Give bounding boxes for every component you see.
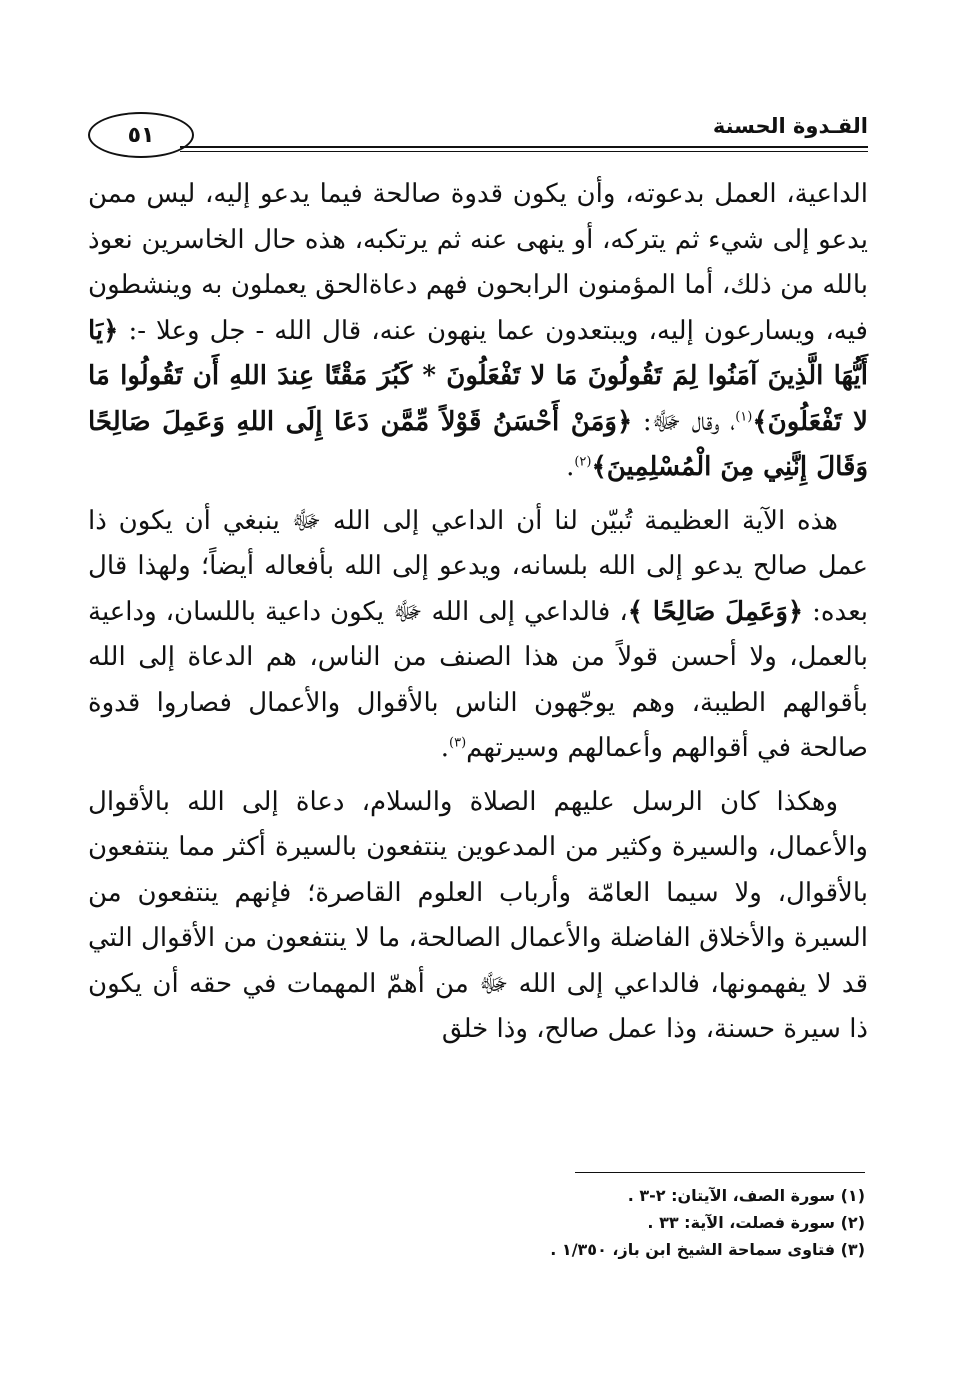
paragraph-gap [88,772,868,780]
main-text [88,172,868,1053]
text-run: . [566,452,575,482]
text-run: وهكذا كان الرسل عليهم الصلاة والسلام، دعاة إلى الله بالأقوال والأعمال، والسيرة وكثير من المدعوين ينتفعون بالسيرة أكثر مما ينتفعون بالأقوال، ولا سيما العامّة وأرباب العلوم القاصرة؛ فإنهم ينتفعون من السيرة والأخلاق الفاضلة والأعمال الصالحة، ما لا ينتفعون من الأقوال التي قد لا يفهمونها، فالداعي إلى الله ﷻ من أهمّ المهمات في حقه أن يكون ذا سيرة حسنة، وذا عمل صالح، وذا خلق [88,786,868,1044]
footnote-reference: (٢) [574,454,592,470]
quran-verse: ﴿يَا أَيُّهَا الَّذِينَ آمَنُوا لِمَ تَقُولُونَ مَا لا تَفْعَلُونَ * كَبُرَ مَقْتًا عِندَ اللهِ أَن تَقُولُوا مَا لا تَفْعَلُونَ﴾ [88,315,868,437]
footnote-item: (٣) فتاوى سماحة الشيخ ابن باز، ١/٣٥٠ . [550,1240,865,1259]
header-rule [180,146,868,148]
footnote-separator [575,1172,865,1173]
text-run: ، وقال ﷻ: [632,406,736,437]
footnote-reference: (٣) [449,735,467,751]
paragraph [88,499,868,772]
header-rule-thin [180,151,868,152]
paragraph [88,172,868,491]
quran-verse: ﴿وَمَنْ أَحْسَنُ قَوْلاً مِّمَّن دَعَا إِلَى اللهِ وَعَمِلَ صَالِحًا وَقَالَ إِنَّنِي مِنَ الْمُسْلِمِينَ﴾ [88,406,868,482]
paragraph-gap [88,491,868,499]
text-run: ، فالداعي إلى الله ﷻ يكون داعية باللسان، وداعية بالعمل، ولا أحسن قولاً من هذا الصنف من الناس، هم الدعاة إلى الله بأقوالهم الطيبة، وهم يوجّهون الناس بالأقوال والأعمال فصاروا قدوة صالحة في أقوالهم وأعمالهم وسيرتهم [88,596,868,763]
quran-verse: ﴿وَعَمِلَ صَالِحًا ﴾ [627,596,804,627]
page-header [88,108,868,160]
page-number: ٥١ [88,112,194,158]
footnote-item: (٢) سورة فصلت، الآية: ٣٣ . [647,1213,865,1232]
running-title: القـدوة الحسنة [712,114,868,138]
footnote-reference: (١) [735,408,753,424]
text-run: الداعية، العمل بدعوته، وأن يكون قدوة صالحة فيما يدعو إليه، ليس ممن يدعو إلى شيء ثم يتركه، أو ينهى عنه ثم يرتكبه، هذه حال الخاسرين نعوذ بالله من ذلك، أما المؤمنون الرابحون فهم دعاةالحق يعملون به وينشطون فيه، ويسارعون إليه، ويبتعدون عما ينهون عنه، قال الله - جل وعلا -: [88,179,868,346]
paragraph [88,780,868,1053]
text-run: . [440,733,450,763]
footnote-item: (١) سورة الصف، الآيتان: ٢-٣ . [627,1186,865,1205]
text-run: هذه الآية العظيمة تُبيّن لنا أن الداعي إلى الله ﷻ ينبغي أن يكون ذا عمل صالح يدعو إلى الله بلسانه، ويدعو إلى الله بأفعاله أيضاً؛ ولهذا قال بعده: [88,505,868,627]
footnotes [365,1182,865,1263]
